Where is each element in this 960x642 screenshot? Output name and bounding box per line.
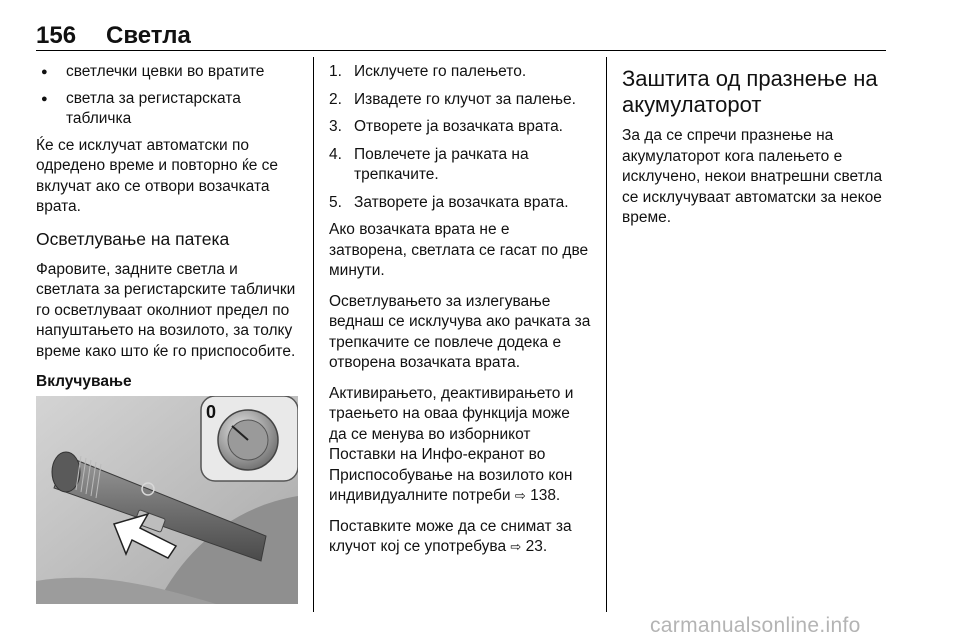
step-text: Затворете ја возачката врата. [354, 193, 569, 211]
page-reference[interactable]: 138. [525, 487, 561, 504]
list-item [329, 145, 591, 186]
section-heading: Осветлување на патека [36, 228, 230, 249]
page-number: 156 [36, 22, 77, 49]
step-text: Повлечете ја рачката на трепкачите. [354, 145, 529, 183]
step-text: Извадете го клучот за палење. [354, 90, 576, 108]
step-text: Отворете ја возачката врата. [354, 118, 563, 135]
settings-paragraph [329, 384, 591, 507]
list-item [329, 117, 591, 138]
column-2 [329, 62, 591, 568]
list-item [329, 193, 591, 214]
list-item: ● светлечки цевки во вратите [36, 62, 298, 83]
chapter-title: Светла [106, 22, 191, 49]
step-number: 2. [329, 90, 342, 108]
column-divider-1 [313, 57, 314, 612]
bullet-list [36, 62, 298, 130]
page-reference[interactable]: 23. [521, 538, 548, 555]
column-1 [36, 62, 298, 413]
battery-paragraph: За да се спречи празнење на акумулаторот кога палењето е исклучено, некои внатрешни светла се исклучуваат автоматски за некое време. [622, 127, 883, 226]
key-settings-paragraph [329, 517, 591, 558]
path-lighting-paragraph: Фаровите, задните светла и светлата за регистарските таблички го осветлуваат околниот предел по напуштањето на возилото, за толку време како што ќе го приспособите. [36, 260, 296, 360]
auto-off-paragraph: Ќе се исклучат автоматски по одредено време и повторно ќе се вклучат ако се отвори возачката врата. [36, 136, 279, 215]
step-number: 1. [329, 63, 342, 80]
column-divider-2 [606, 57, 607, 612]
watermark: carmanualsonline.info [650, 614, 861, 637]
step-number: 4. [329, 145, 342, 163]
list-item [329, 62, 591, 83]
page-reference-icon[interactable]: ⇨ [514, 488, 526, 503]
list-item: ● светла за регистарската табличка [36, 89, 298, 130]
subsection-heading: Вклучување [36, 373, 132, 390]
battery-section-heading: Заштита од празнење на акумулаторот [622, 66, 878, 117]
lever-illustration-svg [36, 396, 298, 604]
header-divider [36, 50, 886, 51]
page-reference-icon[interactable]: ⇨ [510, 539, 522, 554]
turn-signal-lever-illustration [36, 396, 298, 604]
zero-label: 0 [206, 402, 217, 422]
timeout-paragraph: Ако возачката врата не е затворена, светлата се гасат по две минути. [329, 221, 589, 279]
list-item [329, 90, 591, 111]
steps-list [329, 62, 591, 213]
step-number: 5. [329, 193, 342, 211]
page-header [36, 22, 886, 52]
cancel-paragraph: Осветлувањето за излегување веднаш се исклучува ако рачката за трепкачите се повлече додека е отворена возачката врата. [329, 292, 591, 371]
key-settings-text: Поставките може да се снимат за клучот кој се употребува [329, 517, 572, 555]
step-text: Исклучете го палењето. [354, 63, 527, 80]
step-number: 3. [329, 118, 342, 135]
settings-text: Активирањето, деактивирањето и траењето на оваа функција може да се менува во изборникот Поставки на Инфо-екранот во Приспособување на возилото кон индивидуалните потреби [329, 384, 574, 504]
column-3 [622, 62, 887, 239]
